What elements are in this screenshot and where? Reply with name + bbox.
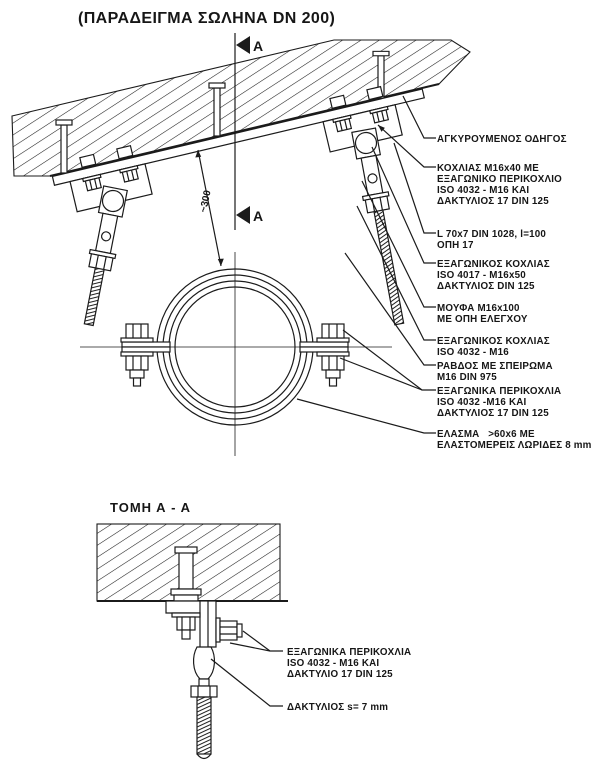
label-line: ΟΠΗ 17 [437,240,474,251]
dimension-text: ~300 [198,189,214,214]
label-line: ΔΑΚΤΥΛΙΟΣ DIN 125 [437,281,535,292]
label-line: ΔΑΚΤΥΛΙΟ 17 DIN 125 [287,669,393,680]
section-eye-neck [199,679,209,686]
label-section-ring: ΔΑΚΤΥΛΙΟΣ s= 7 mm [287,702,389,713]
label-coupler: ΜΟΥΦΑ M16x100 [437,303,520,314]
section-nut-right [220,621,237,640]
section-eye-ring [194,647,215,679]
section-nut-cap [237,624,242,637]
label-line: ISO 4032 - M16 ΚΑΙ [437,185,530,196]
section-letter-bottom: A [253,208,264,224]
section-title: ΤΟΜΗ Α - Α [110,500,192,515]
section-anchor-plate [171,589,201,595]
label-hex-nut-iso4032: ΕΞΑΓΩΝΙΚΟΣ ΚΟΧΛΙΑΣ [437,336,550,347]
ceiling-hatch [12,40,470,176]
dimension-arrow-bottom [218,259,224,266]
label-threaded-rod: ΡΑΒΔΟΣ ΜΕ ΣΠΕΙΡΩΜΑ [437,361,553,372]
section-rod-tip [197,754,211,759]
section-arrow-top [236,36,250,54]
label-line: ISO 4032 - M16 [437,347,509,358]
label-line: ΔΑΚΤΥΛΙΟΣ 17 DIN 125 [437,408,549,419]
label-hex-bolt-iso4017: ΕΞΑΓΩΝΙΚΟΣ ΚΟΧΛΙΑΣ [437,259,550,270]
label-angle-L70x7: L 70x7 DIN 1028, l=100 [437,229,547,240]
main-title: (ΠΑΡΑΔΕΙΓΜΑ ΣΩΛΗΝΑ DN 200) [78,10,336,27]
leader-line [243,631,283,651]
section-washer-right [216,618,220,642]
leader-line [340,358,422,390]
section-coupler-nut [191,686,217,697]
leader-line [343,330,436,390]
section-letter-top: A [253,38,264,54]
leader-line [394,143,436,233]
label-line: ΔΑΚΤΥΛΙΟΣ 17 DIN 125 [437,196,549,207]
section-strap [200,601,208,648]
section-anchor-stem [179,551,193,589]
section-arrow-bottom [236,206,250,224]
label-line: ISO 4032 - M16 ΚΑΙ [287,658,380,669]
section-anchor-head [175,547,197,553]
label-line: M16 DIN 975 [437,372,497,383]
label-anchored-guide: ΑΓΚΥΡΟΥΜΕΝΟΣ ΟΔΗΓΟΣ [437,134,567,145]
label-line: ΕΞΑΓΩΝΙΚΟ ΠΕΡΙΚΟΧΛΙΟ [437,174,562,185]
label-hex-nuts: ΕΞΑΓΩΝΙΚΑ ΠΕΡΙΚΟΧΛΙΑ [437,386,562,397]
leader-line [297,399,436,433]
label-line: ISO 4017 - M16x50 [437,270,526,281]
label-line: ΕΛΑΣΤΟΜΕΡΕΙΣ ΛΩΡΙΔΕΣ 8 mm [437,440,592,451]
section-bolt-tail [182,630,190,639]
label-line: ISO 4032 -M16 ΚΑΙ [437,397,527,408]
label-line: ΜΕ ΟΠΗ ΕΛΕΓΧΟΥ [437,314,528,325]
label-section-nuts: ΕΞΑΓΩΝΙΚΑ ΠΕΡΙΚΟΧΛΙΑ [287,647,412,658]
threaded-rod [84,265,104,326]
threaded-rod [373,207,403,325]
label-strap: ΕΛΑΣΜΑ >60x6 ΜΕ [437,429,535,440]
leader-line [211,659,283,706]
section-nut-left [177,617,195,630]
section-anchor-washer [174,595,198,601]
section-threaded-rod [197,697,211,754]
label-bolt-m16x40: ΚΟΧΛΙΑΣ M16x40 ΜΕ [437,163,539,174]
